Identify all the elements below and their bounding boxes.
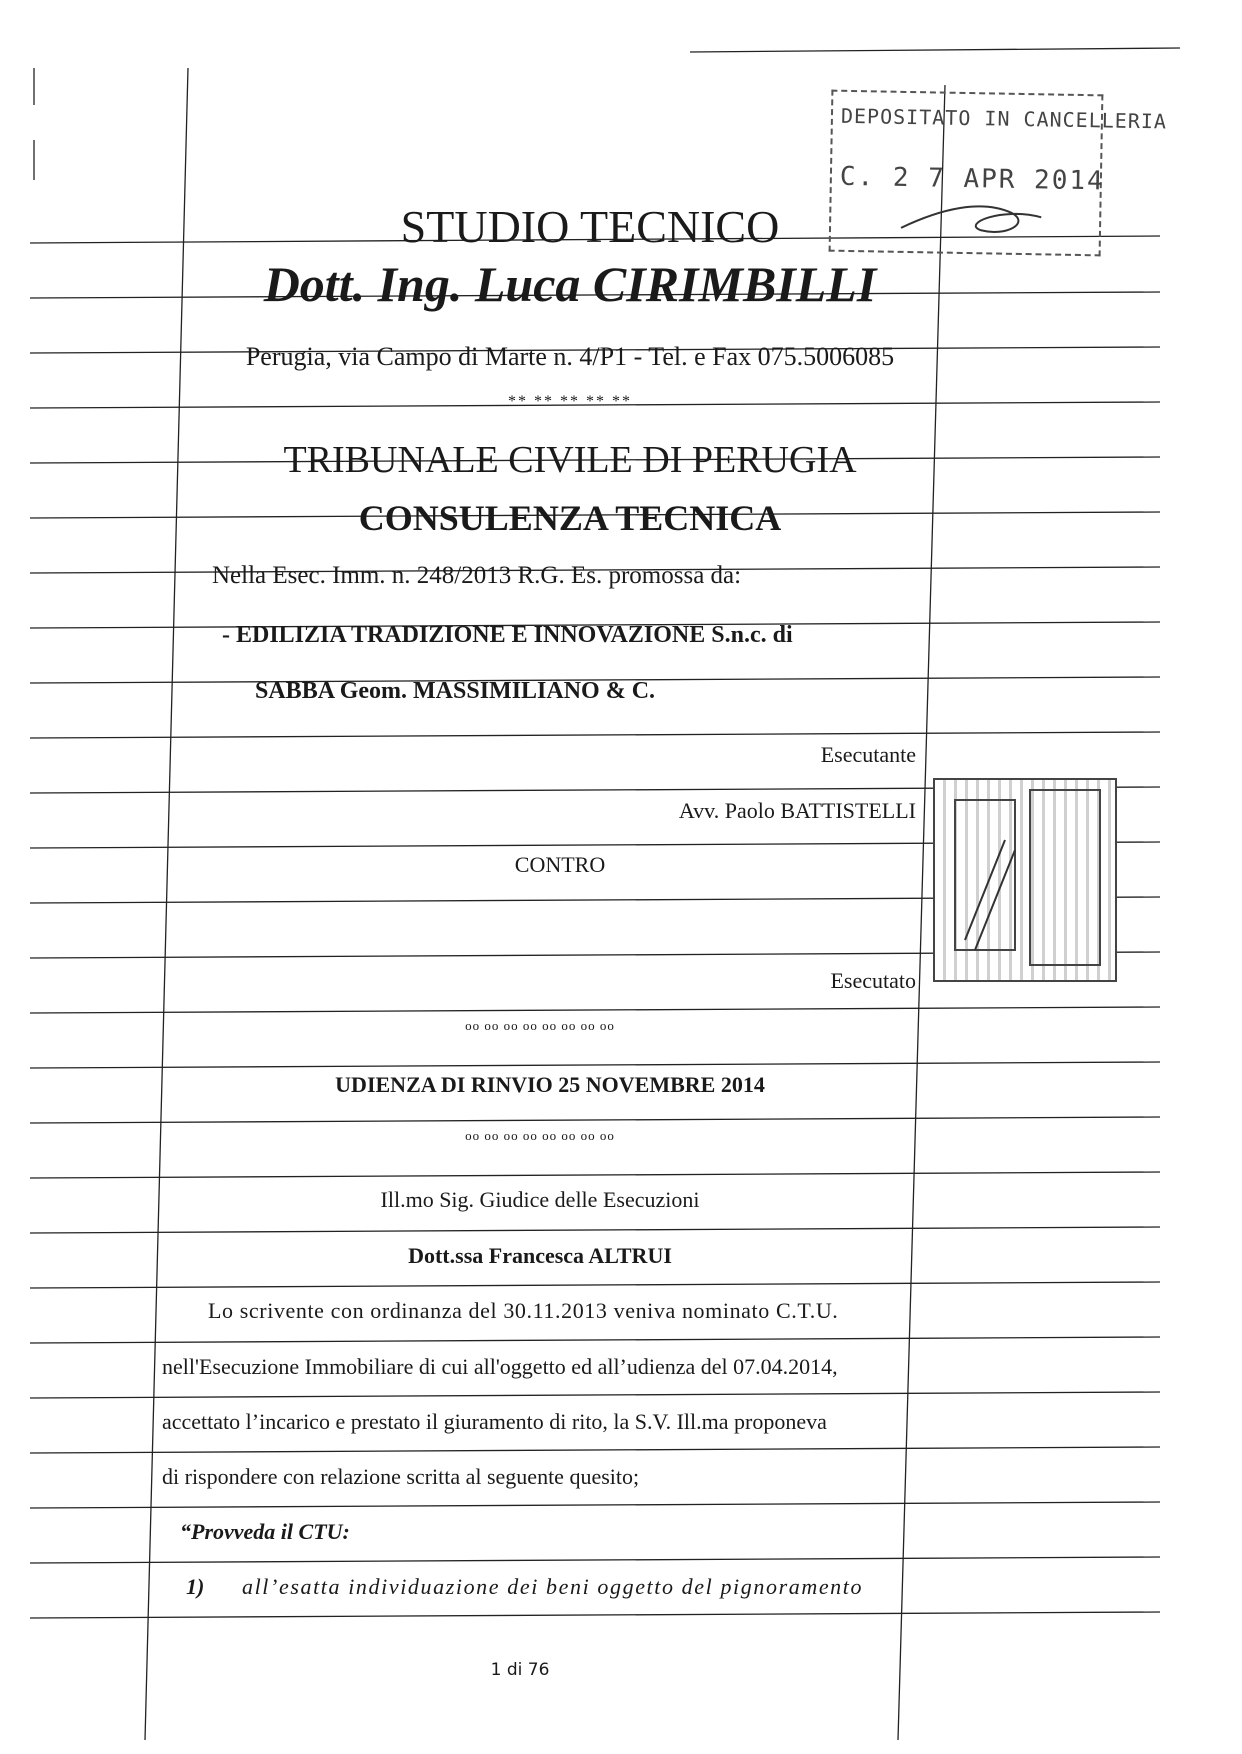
hearing-separator-bottom: oo oo oo oo oo oo oo oo	[465, 1128, 615, 1143]
body-line-2: nell'Esecuzione Immobiliare di cui all'oggetto ed all’udienza del 07.04.2014,	[162, 1354, 838, 1379]
creditor-line-2: SABBA Geom. MASSIMILIANO & C.	[255, 678, 656, 704]
court-name: TRIBUNALE CIVILE DI PERUGIA	[283, 439, 857, 481]
side-stamp-mark	[935, 780, 1115, 980]
case-line: Nella Esec. Imm. n. 248/2013 R.G. Es. promossa da:	[212, 562, 742, 589]
body-line-3: accettato l’incarico e prestato il giuramento di rito, la S.V. Ill.ma proponeva	[162, 1409, 827, 1434]
judge-name: Dott.ssa Francesca ALTRUI	[408, 1243, 672, 1268]
body-line-4: di rispondere con relazione scritta al seguente quesito;	[162, 1464, 640, 1489]
hearing-separator-top: oo oo oo oo oo oo oo oo	[465, 1018, 615, 1033]
stamp-line-1: DEPOSITATO IN CANCELLERIA	[840, 103, 1168, 134]
side-stamp	[933, 778, 1117, 982]
header-separator: ** ** ** ** **	[508, 393, 632, 410]
studio-address: Perugia, via Campo di Marte n. 4/P1 - Tel. e Fax 075.5006085	[245, 342, 895, 371]
creditor-line-1: - EDILIZIA TRADIZIONE E INNOVAZIONE S.n.c. di	[222, 622, 793, 648]
esecutato-label: Esecutato	[830, 968, 916, 993]
hearing-title: UDIENZA DI RINVIO 25 NOVEMBRE 2014	[335, 1072, 765, 1097]
body-line-5: “Provveda il CTU:	[180, 1519, 350, 1544]
document-type: CONSULENZA TECNICA	[358, 498, 782, 538]
judge-addressee: Ill.mo Sig. Giudice delle Esecuzioni	[380, 1187, 700, 1212]
creditor-lawyer: Avv. Paolo BATTISTELLI	[678, 798, 916, 823]
item-text: all’esatta individuazione dei beni oggetto del pignoramento	[242, 1574, 864, 1599]
page-number: 1 di 76	[490, 1660, 550, 1680]
body-line-1: Lo scrivente con ordinanza del 30.11.2013 veniva nominato C.T.U.	[208, 1298, 839, 1323]
item-number: 1)	[186, 1574, 205, 1599]
esecutante-label: Esecutante	[820, 742, 916, 767]
engineer-name: Dott. Ing. Luca CIRIMBILLI	[263, 256, 877, 312]
studio-title: STUDIO TECNICO	[400, 201, 780, 252]
contro-label: CONTRO	[514, 852, 606, 877]
stamp-line-2: C. 2 7 APR 2014	[839, 161, 1105, 197]
